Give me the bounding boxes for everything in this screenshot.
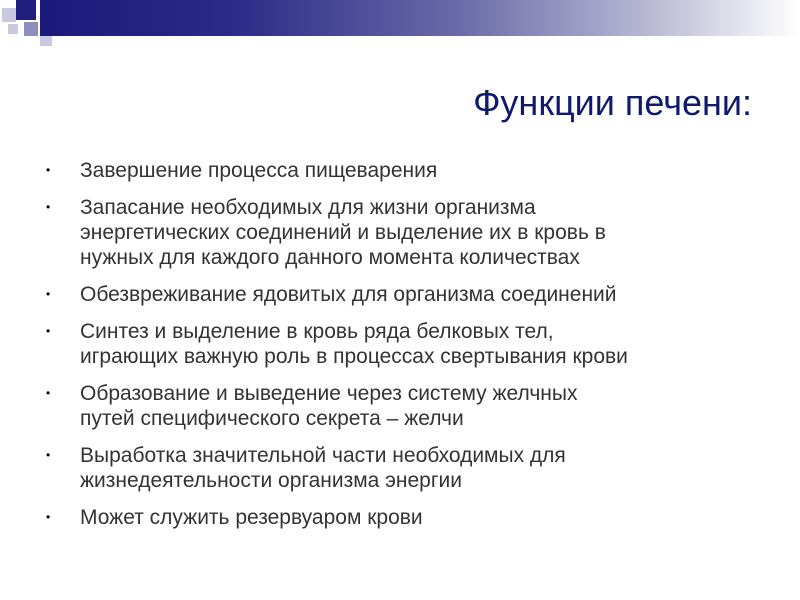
bullet-item xyxy=(44,282,764,307)
bullet-dot-icon: • xyxy=(46,324,51,338)
header-square xyxy=(24,22,38,36)
bullet-text-line: Образование и выведение через систему желчных xyxy=(80,382,578,405)
bullet-item xyxy=(44,381,764,431)
bullet-text-line: играющих важную роль в процессах свертывания крови xyxy=(80,345,628,368)
bullet-dot-icon: • xyxy=(46,163,51,177)
bullet-text xyxy=(80,443,566,493)
bullet-dot-icon: • xyxy=(46,287,51,301)
bullet-text-line: жизнедеятельности организма энергии xyxy=(80,469,462,492)
bullet-text-line: Завершение процесса пищеварения xyxy=(80,159,438,182)
bullet-text xyxy=(80,195,606,270)
header-decoration xyxy=(0,0,800,48)
bullet-dot-icon: • xyxy=(46,386,51,400)
header-square xyxy=(8,24,18,34)
bullet-text xyxy=(80,282,617,307)
bullet-list xyxy=(44,158,764,542)
bullet-dot-icon: • xyxy=(46,510,51,524)
header-square xyxy=(16,0,36,20)
bullet-item xyxy=(44,319,764,369)
bullet-text-line: нужных для каждого данного момента количествах xyxy=(80,246,580,269)
bullet-text-line: Синтез и выделение в кровь ряда белковых тел, xyxy=(80,320,554,343)
bullet-item xyxy=(44,158,764,183)
bullet-dot-icon: • xyxy=(46,200,51,214)
bullet-dot-icon: • xyxy=(46,448,51,462)
bullet-item xyxy=(44,443,764,493)
slide-title: Функции печени: xyxy=(473,82,752,123)
bullet-text xyxy=(80,158,437,183)
bullet-text-line: Запасание необходимых для жизни организма xyxy=(80,196,536,219)
bullet-text-line: Может служить резервуаром крови xyxy=(80,506,423,529)
bullet-item xyxy=(44,505,764,530)
header-square xyxy=(2,8,16,22)
header-gradient-bar xyxy=(40,0,800,36)
bullet-item xyxy=(44,195,764,270)
header-square xyxy=(40,36,52,46)
bullet-text xyxy=(80,505,423,530)
bullet-text xyxy=(80,319,628,369)
bullet-text xyxy=(80,381,577,431)
bullet-text-line: Выработка значительной части необходимых для xyxy=(80,444,566,467)
bullet-text-line: Обезвреживание ядовитых для организма соединений xyxy=(80,283,617,306)
bullet-text-line: энергетических соединений и выделение их в кровь в xyxy=(80,221,606,244)
bullet-text-line: путей специфического секрета – желчи xyxy=(80,407,464,430)
